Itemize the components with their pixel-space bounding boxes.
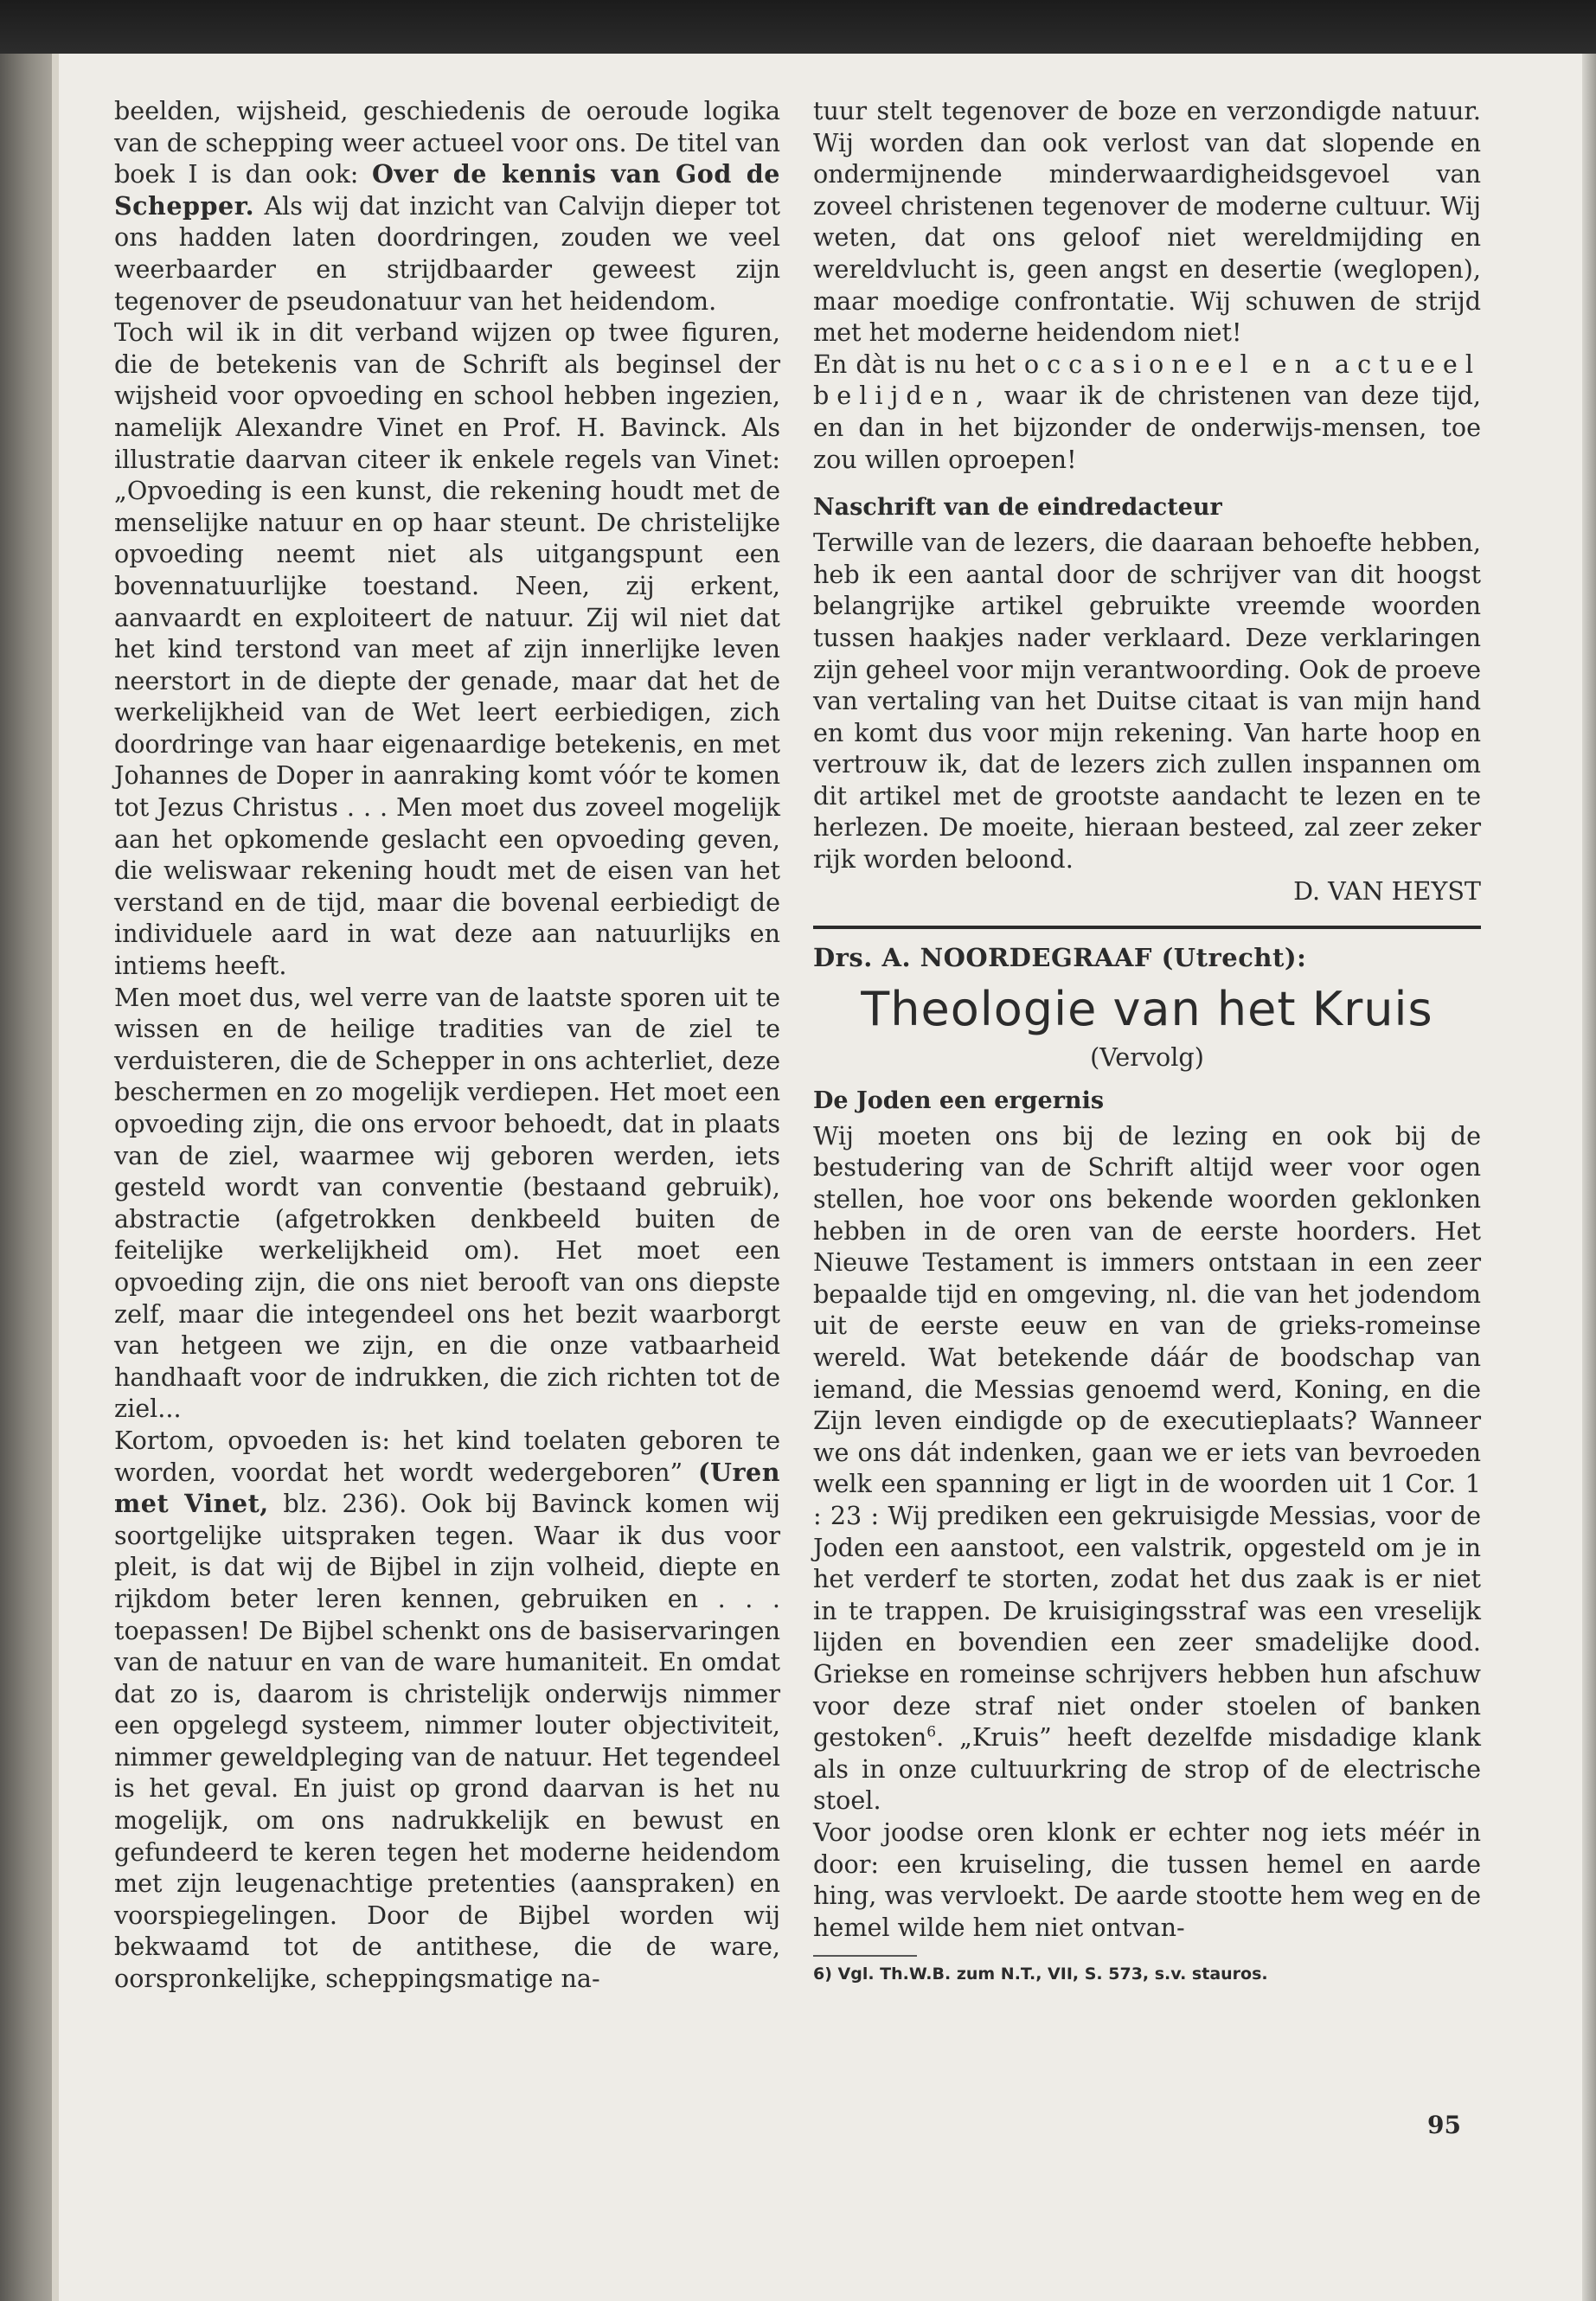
postscript-paragraph [813, 527, 1481, 875]
footnote: 6) Vgl. Th.W.B. zum N.T., VII, S. 573, s.v. stauros. [813, 1965, 1268, 1984]
article-divider [813, 926, 1481, 929]
left-bold-phrase: (Uren met Vinet, [114, 1457, 780, 1519]
call-paragraph [813, 349, 1481, 475]
scan-binding-highlight [52, 54, 59, 2301]
scan-top-border [0, 0, 1596, 54]
left-bold-phrase: Over de kennis van God de Schepper. [114, 159, 780, 221]
left-text-run: Als wij dat inzicht van Calvijn dieper tot ons hadden laten doordringen, zouden we veel weerbaarder en strijdbaarder geweest zijn tegenover de pseudonatuur van het heidendom. [114, 190, 780, 316]
scan-right-border [1582, 54, 1596, 2301]
article-author: Drs. A. NOORDEGRAAF (Utrecht): [813, 943, 1307, 973]
footnote-divider [813, 1955, 917, 1957]
left-text-run: Men moet dus, wel verre van de laatste sporen uit te wissen en de heilige tradities van de ziel te verduisteren, die de Schepper in ons achterliet, deze beschermen en zo mogelijk verdiepen. Het moet een opvoeding zijn, die ons ervoor behoedt, dat in plaats van de ziel, waarmee wij geboren werden, iets gesteld wordt van conventie (bestaand gebruik), abstractie (afgetrokken denkbeeld buiten de feitelijke werkelijkheid om). Het moet een opvoeding zijn, die ons niet berooft van ons diepste zelf, maar die integendeel ons het bezit waarborgt van hetgeen we zijn, en die onze vatbaarheid handhaaft voor de indrukken, die zich richten tot de ziel... [114, 982, 780, 1424]
article-paragraph-1-text: Wij moeten ons bij de lezing en ook bij de bestudering van de Schrift altijd weer voor ogen stellen, hoe voor ons bekende woorden geklonken hebben in de oren van de eerste hoorders. Het Nieuwe Testament is immers ontstaan in een zeer bepaalde tijd en omgeving, nl. die van het jodendom uit de eerste eeuw en van de grieks-romeinse wereld. Wat betekende dáár de boodschap van iemand, die Messias genoemd werd, Koning, en die Zijn leven eindigde op de executieplaats? Wanneer we ons dát indenken, gaan we er iets van bevroeden welk een spanning er ligt in de woorden uit 1 Cor. 1 : 23 : Wij prediken een gekruisigde Messias, voor de Joden een aanstoot, een valstrik, opgesteld om je in het verderf te storten, zodat het dus zaak is er niet in te trappen. De kruisigingsstraf was een vreselijk lijden en bovendien een zeer smadelijke dood. Griekse en romeinse schrijvers hebben hun afschuw voor deze straf niet onder stoelen of banken gestoken [813, 1120, 1481, 1753]
scan-binding-edge [0, 54, 52, 2301]
article-paragraph-1-end: . „Kruis” heeft dezelfde misdadige klank als in onze cultuurkring de strop of de electrische stoel. [813, 1722, 1481, 1816]
postscript-text: Terwille van de lezers, die daaraan behoefte hebben, heb ik een aantal door de schrijver van dit hoogst belangrijke artikel gebruikte vreemde woorden tussen haakjes nader verklaard. Deze verklaringen zijn geheel voor mijn verantwoording. Ook de proeve van vertaling van het Duitse citaat is van mijn hand en komt dus voor mijn rekening. Van harte hoop en vertrouw ik, dat de lezers zich zullen inspannen om dit artikel met de grootste aandacht te lezen en te herlezen. De moeite, hieraan besteed, zal zeer zeker rijk worden beloond. [813, 528, 1481, 875]
article-paragraph-2: Voor joodse oren klonk er echter nog iets méér in door: een kruiseling, die tussen hemel en aarde hing, was vervloekt. De aarde stootte hem weg en de hemel wilde hem niet ontvan- [813, 1817, 1481, 1942]
call-text-after: waar ik de christenen van deze tijd, en dan in het bijzonder de onderwijs-mensen, toe zou willen oproepen! [813, 381, 1481, 474]
left-text-run: beelden, wijsheid, geschiedenis de oeroude logika van de schepping weer actueel voor ons. De titel van boek I is dan ook: [114, 96, 780, 189]
left-text-run: Toch wil ik in dit verband wijzen op twee figuren, die de betekenis van de Schrift als beginsel der wijsheid voor opvoeding en school hebben ingezien, namelijk Alexandre Vinet en Prof. H. Bavinck. Als illustratie daarvan citeer ik enkele regels van Vinet: „Opvoeding is een kunst, die rekening houdt met de menselijke natuur en op haar steunt. De christelijke opvoeding neemt niet als uitgangspunt een bovennatuurlijke toestand. Neen, zij erkent, aanvaardt en exploiteert de natuur. Zij wil niet dat het kind terstond van meet af zijn innerlijke leven neerstort in de diepte der genade, maar dat het de werkelijkheid van de Wet leert eerbiedigen, zich doordringe van haar eigenaardige betekenis, en met Johannes de Doper in aanraking komt vóór te komen tot Jezus Christus . . . Men moet dus zoveel mogelijk aan het opkomende geslacht een opvoeding geven, die weliswaar rekening houdt met de eisen van het verstand en de tijd, maar die bovenal eerbiedigt de individuele aard in wat deze aan natuurlijks en intiems heeft. [114, 317, 780, 981]
left-paragraph [114, 317, 780, 981]
postscript-heading: Naschrift van de eindredacteur [813, 494, 1222, 522]
article-subtitle: (Vervolg) [1090, 1042, 1204, 1073]
call-text-before: En dàt is nu het [813, 349, 1024, 379]
postscript-signature: D. VAN HEYST [1293, 875, 1481, 906]
left-column [114, 95, 780, 1995]
footnote-marker: 6 [926, 1723, 937, 1741]
article-section-heading: De Joden een ergernis [813, 1086, 1105, 1114]
call-spaced-emphasis: occasioneel en actueel belijden, [813, 349, 1481, 411]
article-title: Theologie van het Kruis [861, 982, 1433, 1037]
right-intro-paragraph: tuur stelt tegenover de boze en verzondigde natuur. Wij worden dan ook verlost van dat slopende en ondermijnende minderwaardigheidsgevoel van zoveel christenen tegenover de moderne cultuur. Wij weten, dat ons geloof niet wereldmijding en wereldvlucht is, geen angst en desertie (weglopen), maar moedige confrontatie. Wij schuwen de strijd met het moderne heidendom niet! [813, 96, 1481, 348]
left-paragraph [114, 1425, 780, 1995]
article-paragraph-1 [813, 1120, 1481, 1817]
postscript-signature-line [813, 875, 1481, 907]
page-number: 95 [1427, 2111, 1461, 2139]
left-paragraph [114, 982, 780, 1425]
left-text-run: blz. 236). Ook bij Bavinck komen wij soortgelijke uitspraken tegen. Waar ik dus voor pleit, is dat wij de Bijbel in zijn volheid, diepte en rijkdom beter leren kennen, gebruiken en . . . toepassen! De Bijbel schenkt ons de basiservaringen van de natuur en van de ware humaniteit. En omdat dat zo is, daarom is christelijk onderwijs nimmer een opgelegd systeem, nimmer louter objectiviteit, nimmer geweldpleging van de natuur. Het tegendeel is het geval. En juist op grond daarvan is het nu mogelijk, om ons nadrukkelijk en bewust en gefundeerd te keren tegen het moderne heidendom met zijn leugenachtige pretenties (aanspraken) en voorspiegelingen. Door de Bijbel worden wij bekwaamd tot de antithese, die de ware, oorspronkelijke, scheppingsmatige na- [114, 1489, 780, 1994]
left-paragraph [114, 95, 780, 317]
left-text-run: Kortom, opvoeden is: het kind toelaten geboren te worden, voordat het wordt wedergeboren” [114, 1425, 780, 1487]
right-column [813, 95, 1481, 1986]
